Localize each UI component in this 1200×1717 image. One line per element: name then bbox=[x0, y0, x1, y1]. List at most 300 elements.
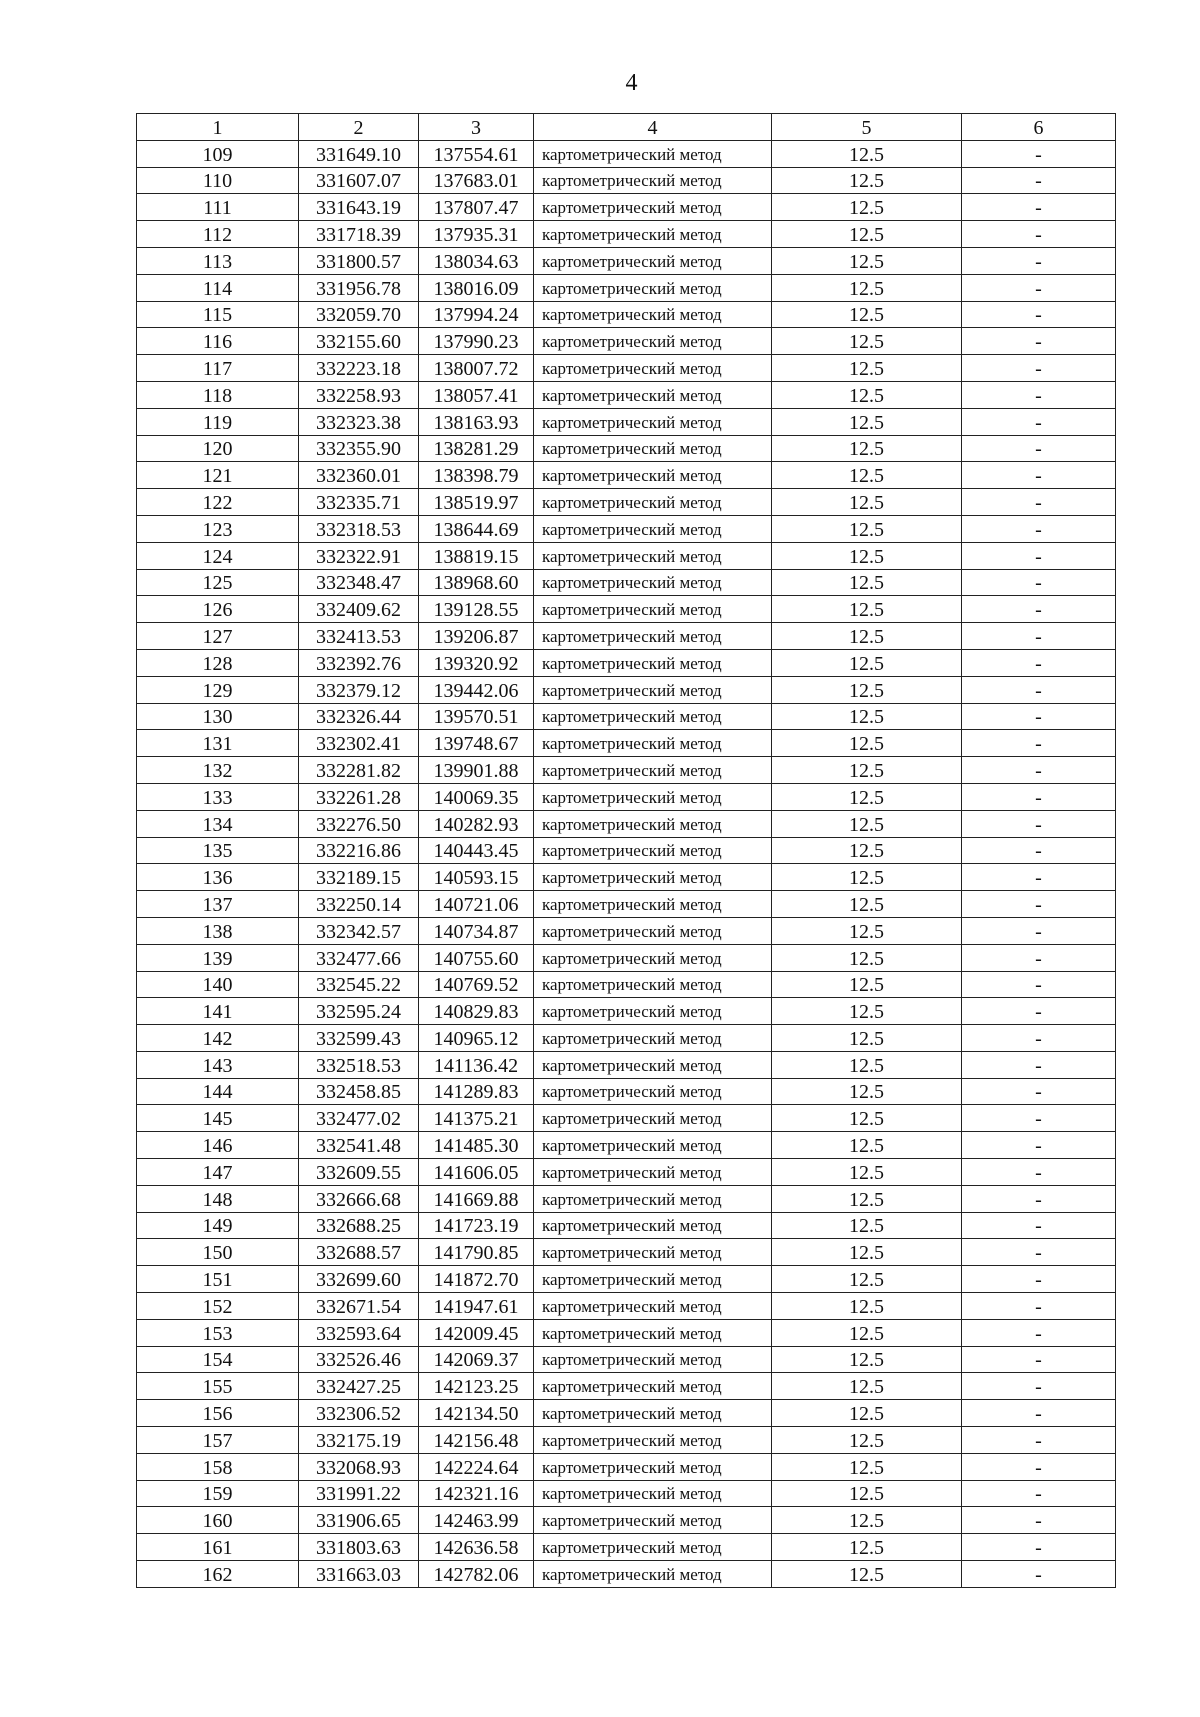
x-coordinate-cell: 331663.03 bbox=[299, 1561, 419, 1588]
method-cell: картометрический метод bbox=[534, 1346, 772, 1373]
x-coordinate-cell: 332335.71 bbox=[299, 489, 419, 516]
y-coordinate-cell: 140755.60 bbox=[419, 944, 534, 971]
x-coordinate-cell: 331803.63 bbox=[299, 1534, 419, 1561]
x-coordinate-cell: 332392.76 bbox=[299, 649, 419, 676]
x-coordinate-cell: 332671.54 bbox=[299, 1293, 419, 1320]
table-row bbox=[137, 1025, 1116, 1052]
note-cell: - bbox=[962, 783, 1116, 810]
point-number-cell: 146 bbox=[137, 1132, 299, 1159]
table-row bbox=[137, 1346, 1116, 1373]
accuracy-cell: 12.5 bbox=[772, 891, 962, 918]
accuracy-cell: 12.5 bbox=[772, 462, 962, 489]
method-cell: картометрический метод bbox=[534, 649, 772, 676]
point-number-cell: 122 bbox=[137, 489, 299, 516]
page-number: 4 bbox=[625, 70, 638, 96]
accuracy-cell: 12.5 bbox=[772, 301, 962, 328]
point-number-cell: 139 bbox=[137, 944, 299, 971]
note-cell: - bbox=[962, 1561, 1116, 1588]
x-coordinate-cell: 332189.15 bbox=[299, 864, 419, 891]
accuracy-cell: 12.5 bbox=[772, 1266, 962, 1293]
table-row bbox=[137, 971, 1116, 998]
coordinates-table bbox=[136, 113, 1116, 1588]
method-cell: картометрический метод bbox=[534, 1212, 772, 1239]
accuracy-cell: 12.5 bbox=[772, 569, 962, 596]
accuracy-cell: 12.5 bbox=[772, 435, 962, 462]
method-cell: картометрический метод bbox=[534, 1427, 772, 1454]
method-cell: картометрический метод bbox=[534, 757, 772, 784]
y-coordinate-cell: 140443.45 bbox=[419, 837, 534, 864]
note-cell: - bbox=[962, 1453, 1116, 1480]
point-number-cell: 142 bbox=[137, 1025, 299, 1052]
note-cell: - bbox=[962, 917, 1116, 944]
point-number-cell: 119 bbox=[137, 408, 299, 435]
note-cell: - bbox=[962, 1400, 1116, 1427]
x-coordinate-cell: 332323.38 bbox=[299, 408, 419, 435]
point-number-cell: 123 bbox=[137, 515, 299, 542]
method-cell: картометрический метод bbox=[534, 221, 772, 248]
method-cell: картометрический метод bbox=[534, 1534, 772, 1561]
table-row bbox=[137, 489, 1116, 516]
method-cell: картометрический метод bbox=[534, 676, 772, 703]
note-cell: - bbox=[962, 1159, 1116, 1186]
method-cell: картометрический метод bbox=[534, 837, 772, 864]
x-coordinate-cell: 332322.91 bbox=[299, 542, 419, 569]
accuracy-cell: 12.5 bbox=[772, 730, 962, 757]
accuracy-cell: 12.5 bbox=[772, 274, 962, 301]
x-coordinate-cell: 331800.57 bbox=[299, 247, 419, 274]
y-coordinate-cell: 140965.12 bbox=[419, 1025, 534, 1052]
method-cell: картометрический метод bbox=[534, 408, 772, 435]
accuracy-cell: 12.5 bbox=[772, 944, 962, 971]
method-cell: картометрический метод bbox=[534, 381, 772, 408]
point-number-cell: 161 bbox=[137, 1534, 299, 1561]
x-coordinate-cell: 332688.25 bbox=[299, 1212, 419, 1239]
method-cell: картометрический метод bbox=[534, 1266, 772, 1293]
table-row bbox=[137, 167, 1116, 194]
x-coordinate-cell: 332541.48 bbox=[299, 1132, 419, 1159]
table-row bbox=[137, 1105, 1116, 1132]
table-row bbox=[137, 1132, 1116, 1159]
point-number-cell: 137 bbox=[137, 891, 299, 918]
accuracy-cell: 12.5 bbox=[772, 1507, 962, 1534]
y-coordinate-cell: 142009.45 bbox=[419, 1319, 534, 1346]
y-coordinate-cell: 142636.58 bbox=[419, 1534, 534, 1561]
x-coordinate-cell: 331956.78 bbox=[299, 274, 419, 301]
table-row bbox=[137, 381, 1116, 408]
y-coordinate-cell: 138016.09 bbox=[419, 274, 534, 301]
y-coordinate-cell: 141723.19 bbox=[419, 1212, 534, 1239]
x-coordinate-cell: 332068.93 bbox=[299, 1453, 419, 1480]
point-number-cell: 145 bbox=[137, 1105, 299, 1132]
table-header-row bbox=[137, 114, 1116, 141]
accuracy-cell: 12.5 bbox=[772, 1185, 962, 1212]
note-cell: - bbox=[962, 328, 1116, 355]
accuracy-cell: 12.5 bbox=[772, 1480, 962, 1507]
table-row bbox=[137, 730, 1116, 757]
note-cell: - bbox=[962, 355, 1116, 382]
table-row bbox=[137, 301, 1116, 328]
method-cell: картометрический метод bbox=[534, 1480, 772, 1507]
table-row bbox=[137, 1293, 1116, 1320]
point-number-cell: 138 bbox=[137, 917, 299, 944]
y-coordinate-cell: 138644.69 bbox=[419, 515, 534, 542]
y-coordinate-cell: 139442.06 bbox=[419, 676, 534, 703]
method-cell: картометрический метод bbox=[534, 703, 772, 730]
method-cell: картометрический метод bbox=[534, 944, 772, 971]
accuracy-cell: 12.5 bbox=[772, 971, 962, 998]
accuracy-cell: 12.5 bbox=[772, 328, 962, 355]
accuracy-cell: 12.5 bbox=[772, 381, 962, 408]
method-cell: картометрический метод bbox=[534, 462, 772, 489]
x-coordinate-cell: 332427.25 bbox=[299, 1373, 419, 1400]
x-coordinate-cell: 332477.66 bbox=[299, 944, 419, 971]
method-cell: картометрический метод bbox=[534, 1025, 772, 1052]
x-coordinate-cell: 332261.28 bbox=[299, 783, 419, 810]
y-coordinate-cell: 137683.01 bbox=[419, 167, 534, 194]
note-cell: - bbox=[962, 944, 1116, 971]
x-coordinate-cell: 332250.14 bbox=[299, 891, 419, 918]
method-cell: картометрический метод bbox=[534, 783, 772, 810]
method-cell: картометрический метод bbox=[534, 569, 772, 596]
accuracy-cell: 12.5 bbox=[772, 1132, 962, 1159]
table-row bbox=[137, 891, 1116, 918]
x-coordinate-cell: 332216.86 bbox=[299, 837, 419, 864]
note-cell: - bbox=[962, 274, 1116, 301]
note-cell: - bbox=[962, 1239, 1116, 1266]
note-cell: - bbox=[962, 221, 1116, 248]
x-coordinate-cell: 332342.57 bbox=[299, 917, 419, 944]
y-coordinate-cell: 140593.15 bbox=[419, 864, 534, 891]
x-coordinate-cell: 332666.68 bbox=[299, 1185, 419, 1212]
note-cell: - bbox=[962, 1078, 1116, 1105]
point-number-cell: 148 bbox=[137, 1185, 299, 1212]
method-cell: картометрический метод bbox=[534, 274, 772, 301]
y-coordinate-cell: 142069.37 bbox=[419, 1346, 534, 1373]
point-number-cell: 153 bbox=[137, 1319, 299, 1346]
table-row bbox=[137, 247, 1116, 274]
accuracy-cell: 12.5 bbox=[772, 1293, 962, 1320]
y-coordinate-cell: 140721.06 bbox=[419, 891, 534, 918]
table-row bbox=[137, 435, 1116, 462]
note-cell: - bbox=[962, 1480, 1116, 1507]
method-cell: картометрический метод bbox=[534, 542, 772, 569]
x-coordinate-cell: 332223.18 bbox=[299, 355, 419, 382]
point-number-cell: 147 bbox=[137, 1159, 299, 1186]
table-row bbox=[137, 542, 1116, 569]
y-coordinate-cell: 139320.92 bbox=[419, 649, 534, 676]
x-coordinate-cell: 332477.02 bbox=[299, 1105, 419, 1132]
point-number-cell: 112 bbox=[137, 221, 299, 248]
note-cell: - bbox=[962, 140, 1116, 167]
note-cell: - bbox=[962, 1105, 1116, 1132]
x-coordinate-cell: 331991.22 bbox=[299, 1480, 419, 1507]
note-cell: - bbox=[962, 542, 1116, 569]
method-cell: картометрический метод bbox=[534, 1159, 772, 1186]
note-cell: - bbox=[962, 810, 1116, 837]
table-row bbox=[137, 998, 1116, 1025]
point-number-cell: 140 bbox=[137, 971, 299, 998]
note-cell: - bbox=[962, 1212, 1116, 1239]
point-number-cell: 120 bbox=[137, 435, 299, 462]
accuracy-cell: 12.5 bbox=[772, 649, 962, 676]
y-coordinate-cell: 141669.88 bbox=[419, 1185, 534, 1212]
point-number-cell: 162 bbox=[137, 1561, 299, 1588]
y-coordinate-cell: 138819.15 bbox=[419, 542, 534, 569]
note-cell: - bbox=[962, 381, 1116, 408]
method-cell: картометрический метод bbox=[534, 1373, 772, 1400]
x-coordinate-cell: 332545.22 bbox=[299, 971, 419, 998]
x-coordinate-cell: 332699.60 bbox=[299, 1266, 419, 1293]
method-cell: картометрический метод bbox=[534, 489, 772, 516]
table-row bbox=[137, 783, 1116, 810]
note-cell: - bbox=[962, 1293, 1116, 1320]
x-coordinate-cell: 332688.57 bbox=[299, 1239, 419, 1266]
note-cell: - bbox=[962, 649, 1116, 676]
column-header-2: 2 bbox=[299, 114, 419, 141]
note-cell: - bbox=[962, 998, 1116, 1025]
note-cell: - bbox=[962, 194, 1116, 221]
table-row bbox=[137, 917, 1116, 944]
method-cell: картометрический метод bbox=[534, 247, 772, 274]
accuracy-cell: 12.5 bbox=[772, 1212, 962, 1239]
table-row bbox=[137, 649, 1116, 676]
table-row bbox=[137, 1319, 1116, 1346]
table-row bbox=[137, 355, 1116, 382]
point-number-cell: 129 bbox=[137, 676, 299, 703]
accuracy-cell: 12.5 bbox=[772, 676, 962, 703]
x-coordinate-cell: 332059.70 bbox=[299, 301, 419, 328]
method-cell: картометрический метод bbox=[534, 301, 772, 328]
note-cell: - bbox=[962, 1346, 1116, 1373]
point-number-cell: 151 bbox=[137, 1266, 299, 1293]
accuracy-cell: 12.5 bbox=[772, 1078, 962, 1105]
accuracy-cell: 12.5 bbox=[772, 1400, 962, 1427]
y-coordinate-cell: 139570.51 bbox=[419, 703, 534, 730]
point-number-cell: 117 bbox=[137, 355, 299, 382]
x-coordinate-cell: 332599.43 bbox=[299, 1025, 419, 1052]
y-coordinate-cell: 142156.48 bbox=[419, 1427, 534, 1454]
point-number-cell: 126 bbox=[137, 596, 299, 623]
y-coordinate-cell: 142463.99 bbox=[419, 1507, 534, 1534]
method-cell: картометрический метод bbox=[534, 1132, 772, 1159]
table-row bbox=[137, 864, 1116, 891]
x-coordinate-cell: 332458.85 bbox=[299, 1078, 419, 1105]
note-cell: - bbox=[962, 462, 1116, 489]
accuracy-cell: 12.5 bbox=[772, 221, 962, 248]
method-cell: картометрический метод bbox=[534, 1239, 772, 1266]
x-coordinate-cell: 332281.82 bbox=[299, 757, 419, 784]
method-cell: картометрический метод bbox=[534, 1293, 772, 1320]
note-cell: - bbox=[962, 569, 1116, 596]
accuracy-cell: 12.5 bbox=[772, 837, 962, 864]
method-cell: картометрический метод bbox=[534, 1507, 772, 1534]
note-cell: - bbox=[962, 703, 1116, 730]
x-coordinate-cell: 331607.07 bbox=[299, 167, 419, 194]
note-cell: - bbox=[962, 489, 1116, 516]
table-row bbox=[137, 274, 1116, 301]
method-cell: картометрический метод bbox=[534, 435, 772, 462]
table-row bbox=[137, 569, 1116, 596]
x-coordinate-cell: 332175.19 bbox=[299, 1427, 419, 1454]
table-row bbox=[137, 676, 1116, 703]
method-cell: картометрический метод bbox=[534, 1400, 772, 1427]
y-coordinate-cell: 142123.25 bbox=[419, 1373, 534, 1400]
accuracy-cell: 12.5 bbox=[772, 1346, 962, 1373]
point-number-cell: 160 bbox=[137, 1507, 299, 1534]
table-row bbox=[137, 596, 1116, 623]
x-coordinate-cell: 332379.12 bbox=[299, 676, 419, 703]
point-number-cell: 135 bbox=[137, 837, 299, 864]
table-row bbox=[137, 1159, 1116, 1186]
table-row bbox=[137, 623, 1116, 650]
method-cell: картометрический метод bbox=[534, 1319, 772, 1346]
column-header-6: 6 bbox=[962, 114, 1116, 141]
accuracy-cell: 12.5 bbox=[772, 757, 962, 784]
accuracy-cell: 12.5 bbox=[772, 783, 962, 810]
method-cell: картометрический метод bbox=[534, 515, 772, 542]
note-cell: - bbox=[962, 757, 1116, 784]
note-cell: - bbox=[962, 435, 1116, 462]
y-coordinate-cell: 139206.87 bbox=[419, 623, 534, 650]
point-number-cell: 131 bbox=[137, 730, 299, 757]
note-cell: - bbox=[962, 167, 1116, 194]
x-coordinate-cell: 332326.44 bbox=[299, 703, 419, 730]
point-number-cell: 127 bbox=[137, 623, 299, 650]
note-cell: - bbox=[962, 1427, 1116, 1454]
point-number-cell: 143 bbox=[137, 1051, 299, 1078]
x-coordinate-cell: 331906.65 bbox=[299, 1507, 419, 1534]
x-coordinate-cell: 332306.52 bbox=[299, 1400, 419, 1427]
method-cell: картометрический метод bbox=[534, 194, 772, 221]
accuracy-cell: 12.5 bbox=[772, 1239, 962, 1266]
note-cell: - bbox=[962, 1373, 1116, 1400]
y-coordinate-cell: 141872.70 bbox=[419, 1266, 534, 1293]
method-cell: картометрический метод bbox=[534, 355, 772, 382]
table-row bbox=[137, 1373, 1116, 1400]
y-coordinate-cell: 140282.93 bbox=[419, 810, 534, 837]
point-number-cell: 128 bbox=[137, 649, 299, 676]
accuracy-cell: 12.5 bbox=[772, 917, 962, 944]
method-cell: картометрический метод bbox=[534, 1105, 772, 1132]
method-cell: картометрический метод bbox=[534, 140, 772, 167]
point-number-cell: 114 bbox=[137, 274, 299, 301]
point-number-cell: 121 bbox=[137, 462, 299, 489]
point-number-cell: 113 bbox=[137, 247, 299, 274]
note-cell: - bbox=[962, 1507, 1116, 1534]
y-coordinate-cell: 138281.29 bbox=[419, 435, 534, 462]
note-cell: - bbox=[962, 676, 1116, 703]
note-cell: - bbox=[962, 1266, 1116, 1293]
point-number-cell: 111 bbox=[137, 194, 299, 221]
y-coordinate-cell: 138519.97 bbox=[419, 489, 534, 516]
accuracy-cell: 12.5 bbox=[772, 623, 962, 650]
accuracy-cell: 12.5 bbox=[772, 864, 962, 891]
point-number-cell: 132 bbox=[137, 757, 299, 784]
y-coordinate-cell: 141790.85 bbox=[419, 1239, 534, 1266]
table-row bbox=[137, 1051, 1116, 1078]
method-cell: картометрический метод bbox=[534, 328, 772, 355]
y-coordinate-cell: 137990.23 bbox=[419, 328, 534, 355]
y-coordinate-cell: 138057.41 bbox=[419, 381, 534, 408]
column-header-4: 4 bbox=[534, 114, 772, 141]
accuracy-cell: 12.5 bbox=[772, 542, 962, 569]
table-row bbox=[137, 1453, 1116, 1480]
table-row bbox=[137, 1534, 1116, 1561]
y-coordinate-cell: 140069.35 bbox=[419, 783, 534, 810]
accuracy-cell: 12.5 bbox=[772, 515, 962, 542]
x-coordinate-cell: 332595.24 bbox=[299, 998, 419, 1025]
y-coordinate-cell: 140829.83 bbox=[419, 998, 534, 1025]
point-number-cell: 159 bbox=[137, 1480, 299, 1507]
y-coordinate-cell: 138398.79 bbox=[419, 462, 534, 489]
point-number-cell: 152 bbox=[137, 1293, 299, 1320]
column-header-1: 1 bbox=[137, 114, 299, 141]
point-number-cell: 116 bbox=[137, 328, 299, 355]
method-cell: картометрический метод bbox=[534, 596, 772, 623]
table-row bbox=[137, 1427, 1116, 1454]
x-coordinate-cell: 332355.90 bbox=[299, 435, 419, 462]
column-header-3: 3 bbox=[419, 114, 534, 141]
table-row bbox=[137, 194, 1116, 221]
accuracy-cell: 12.5 bbox=[772, 1453, 962, 1480]
accuracy-cell: 12.5 bbox=[772, 1561, 962, 1588]
table-row bbox=[137, 1266, 1116, 1293]
method-cell: картометрический метод bbox=[534, 623, 772, 650]
point-number-cell: 110 bbox=[137, 167, 299, 194]
method-cell: картометрический метод bbox=[534, 810, 772, 837]
x-coordinate-cell: 332593.64 bbox=[299, 1319, 419, 1346]
accuracy-cell: 12.5 bbox=[772, 1373, 962, 1400]
table-row bbox=[137, 328, 1116, 355]
table-row bbox=[137, 1078, 1116, 1105]
point-number-cell: 118 bbox=[137, 381, 299, 408]
note-cell: - bbox=[962, 247, 1116, 274]
x-coordinate-cell: 332258.93 bbox=[299, 381, 419, 408]
x-coordinate-cell: 332348.47 bbox=[299, 569, 419, 596]
note-cell: - bbox=[962, 408, 1116, 435]
note-cell: - bbox=[962, 515, 1116, 542]
table-row bbox=[137, 1480, 1116, 1507]
method-cell: картометрический метод bbox=[534, 917, 772, 944]
note-cell: - bbox=[962, 864, 1116, 891]
x-coordinate-cell: 331649.10 bbox=[299, 140, 419, 167]
method-cell: картометрический метод bbox=[534, 864, 772, 891]
y-coordinate-cell: 137554.61 bbox=[419, 140, 534, 167]
y-coordinate-cell: 141947.61 bbox=[419, 1293, 534, 1320]
x-coordinate-cell: 332302.41 bbox=[299, 730, 419, 757]
table-row bbox=[137, 140, 1116, 167]
table-body bbox=[137, 140, 1116, 1587]
point-number-cell: 134 bbox=[137, 810, 299, 837]
method-cell: картометрический метод bbox=[534, 1453, 772, 1480]
table-row bbox=[137, 810, 1116, 837]
accuracy-cell: 12.5 bbox=[772, 1025, 962, 1052]
note-cell: - bbox=[962, 891, 1116, 918]
method-cell: картометрический метод bbox=[534, 1561, 772, 1588]
y-coordinate-cell: 137807.47 bbox=[419, 194, 534, 221]
method-cell: картометрический метод bbox=[534, 1185, 772, 1212]
table-row bbox=[137, 757, 1116, 784]
x-coordinate-cell: 332360.01 bbox=[299, 462, 419, 489]
accuracy-cell: 12.5 bbox=[772, 1051, 962, 1078]
point-number-cell: 156 bbox=[137, 1400, 299, 1427]
accuracy-cell: 12.5 bbox=[772, 167, 962, 194]
accuracy-cell: 12.5 bbox=[772, 489, 962, 516]
y-coordinate-cell: 138163.93 bbox=[419, 408, 534, 435]
table-row bbox=[137, 703, 1116, 730]
y-coordinate-cell: 140769.52 bbox=[419, 971, 534, 998]
note-cell: - bbox=[962, 837, 1116, 864]
